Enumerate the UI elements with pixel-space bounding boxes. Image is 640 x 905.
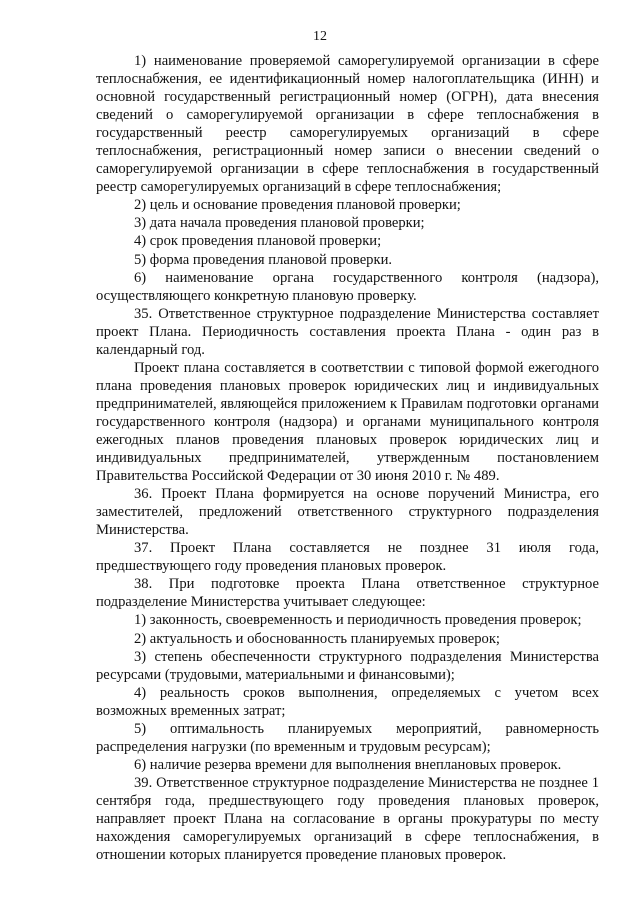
paragraph-item-4-duration: 4) срок проведения плановой проверки;: [134, 233, 382, 250]
paragraph-plan-form: Проект плана составляется в соответствии с типовой формой ежегодного плана проведения плановых проверок юридических лиц и индивидуальных предпринимателей, являющейся приложением к Правилам подготовки органами государственного контроля (надзора) и органами муниципального контроля ежегодных планов проведения плановых проверок юридических лиц и индивидуальных предпринимателей, утвержденным постановлением Правительства Российской Федерации от 30 июня 2010 г. № 489.: [96, 359, 599, 485]
paragraph-criterion-1: 1) законность, своевременность и периодичность проведения проверок;: [134, 612, 582, 629]
paragraph-criterion-3: 3) степень обеспеченности структурного подразделения Министерства ресурсами (трудовыми, материальными и финансовыми);: [96, 648, 599, 683]
paragraph-criterion-6: 6) наличие резерва времени для выполнения внеплановых проверок.: [134, 756, 562, 773]
paragraph-clause-37: 37. Проект Плана составляется не позднее 31 июля года, предшествующего году проведения плановых проверок.: [96, 540, 599, 575]
paragraph-clause-36: 36. Проект Плана формируется на основе поручений Министра, его заместителей, предложений ответственного структурного подразделения Министерства.: [96, 486, 599, 539]
paragraph-clause-38: 38. При подготовке проекта Плана ответственное структурное подразделение Министерства учитывает следующее:: [96, 576, 599, 611]
paragraph-clause-39: 39. Ответственное структурное подразделение Министерства не позднее 1 сентября года, предшествующего году проведения плановых проверок, направляет проект Плана на согласование в органы прокуратуры по месту нахождения саморегулируемых организаций в сфере теплоснабжения, в отношении которых планируется проведение плановых проверок.: [96, 774, 599, 864]
paragraph-item-6-control-body: 6) наименование органа государственного контроля (надзора), осуществляющего конкретную плановую проверку.: [96, 269, 599, 304]
paragraph-criterion-2: 2) актуальность и обоснованность планируемых проверок;: [134, 630, 500, 647]
paragraph-item-1-organization-name: 1) наименование проверяемой саморегулируемой организации в сфере теплоснабжения, ее идентификационный номер налогоплательщика (ИНН) и основной государственный регистрационный номер (ОГРН), дата внесения сведений о саморегулируемой организации в сфере теплоснабжения в государственный реестр саморегулируемых организаций в сфере теплоснабжения, регистрационный номер записи о внесении сведений о саморегулируемой организации в сфере теплоснабжения в государственный реестр саморегулируемых организаций в сфере теплоснабжения;: [96, 53, 599, 196]
paragraph-item-2-purpose: 2) цель и основание проведения плановой проверки;: [134, 197, 461, 214]
paragraph-item-3-start-date: 3) дата начала проведения плановой проверки;: [134, 215, 425, 232]
paragraph-criterion-5: 5) оптимальность планируемых мероприятий, равномерность распределения нагрузки (по временным и трудовым ресурсам);: [96, 720, 599, 755]
paragraph-item-5-form: 5) форма проведения плановой проверки.: [134, 251, 393, 268]
paragraph-clause-35: 35. Ответственное структурное подразделение Министерства составляет проект Плана. Периодичность составления проекта Плана - один раз в календарный год.: [96, 305, 599, 358]
document-body: [96, 52, 599, 864]
paragraph-criterion-4: 4) реальность сроков выполнения, определяемых с учетом всех возможных временных затрат;: [96, 684, 599, 719]
page-number: 12: [313, 29, 327, 44]
